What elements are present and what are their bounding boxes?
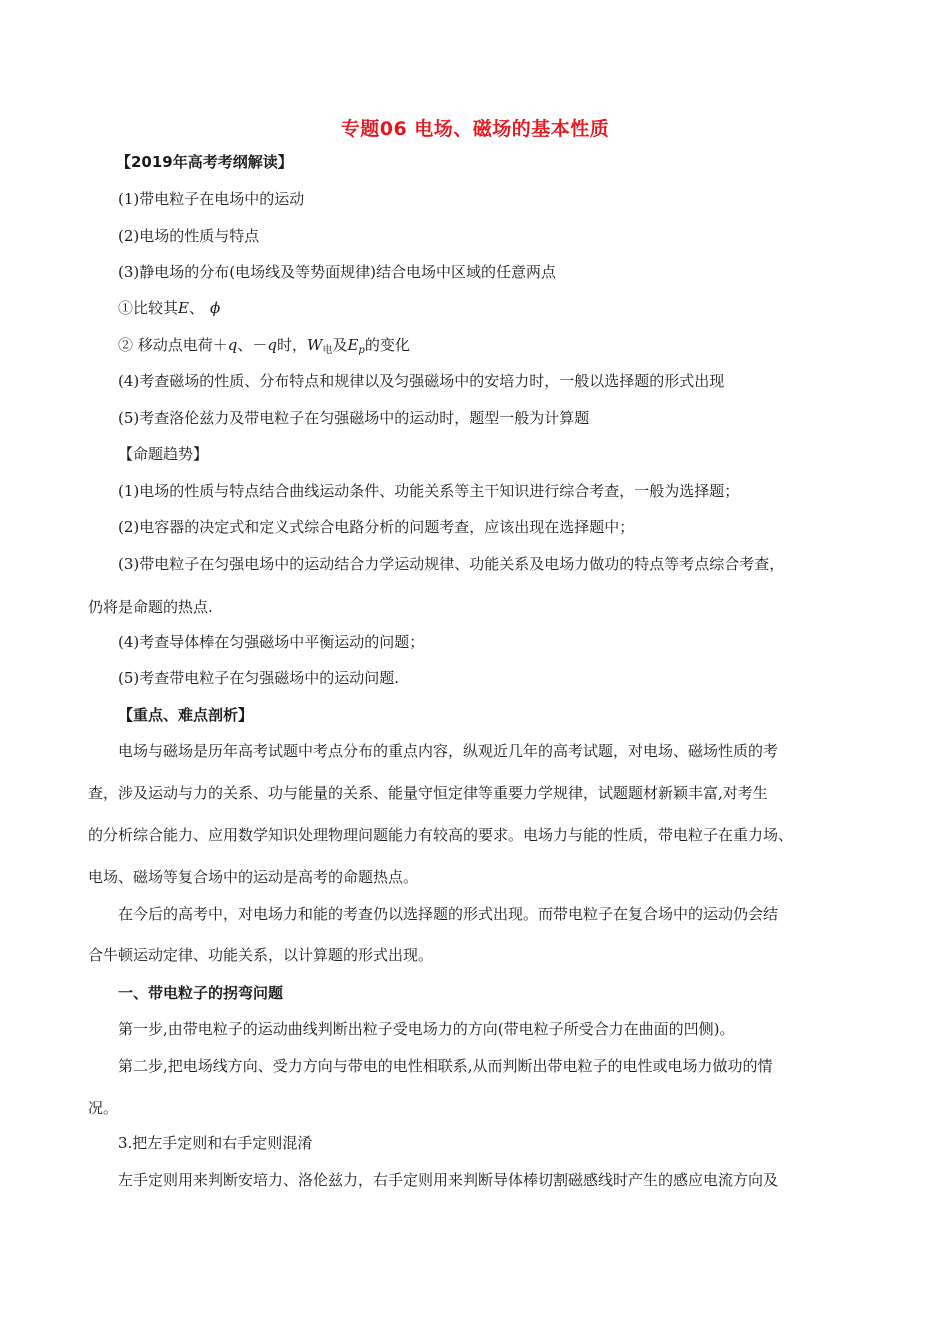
subitem-2-and: 及 (332, 336, 348, 354)
trend-line-3-cont: 仍将是命题的热点. (88, 598, 213, 616)
subitem-2-when: 时， (277, 336, 308, 354)
section-heading-analysis: 【重点、难点剖析】 (118, 706, 254, 724)
outline-subitem-2 (118, 335, 410, 361)
hand-rules-line-1: 左手定则用来判断安培力、洛伦兹力，右手定则用来判断导体棒切割磁感线时产生的感应电流方向及 (118, 1171, 779, 1189)
subitem-2-prefix: ② 移动点电荷＋ (118, 336, 228, 354)
symbol-phi: ϕ (209, 299, 221, 317)
curving-step-1: 第一步,由带电粒子的运动曲线判断出粒子受电场力的方向(带电粒子所受合力在曲面的凹侧)。 (118, 1020, 735, 1038)
outline-item-3: (3)静电场的分布(电场线及等势面规律)结合电场中区域的任意两点 (118, 263, 556, 281)
section-heading-hand-rules: 3.把左手定则和右手定则混淆 (118, 1134, 313, 1152)
analysis-para-1-line-1: 电场与磁场是历年高考试题中考点分布的重点内容，纵观近几年的高考试题，对电场、磁场性质的考 (118, 742, 779, 760)
section-heading-outline: 【2019年高考考纲解读】 (116, 153, 293, 171)
analysis-para-1-line-3: 的分析综合能力、应用数学知识处理物理问题能力有较高的要求。电场力与能的性质，带电粒子在重力场、 (88, 826, 794, 844)
symbol-q-positive: q (227, 336, 238, 354)
section-heading-trend: 【命题趋势】 (118, 445, 209, 463)
outline-item-4: (4)考查磁场的性质、分布特点和规律以及匀强磁场中的安培力时，一般以选择题的形式出现 (118, 372, 725, 390)
section-heading-curving: 一、带电粒子的拐弯问题 (118, 984, 284, 1002)
subitem-2-mid: 、－ (237, 336, 268, 354)
analysis-para-2-line-1: 在今后的高考中，对电场力和能的考查仍以选择题的形式出现。而带电粒子在复合场中的运动仍会结 (118, 905, 779, 923)
subitem-1-sep: 、 (188, 299, 204, 317)
trend-line-1: (1)电场的性质与特点结合曲线运动条件、功能关系等主干知识进行综合考查，一般为选择题； (118, 482, 740, 500)
symbol-ep: E (347, 336, 359, 354)
symbol-w: W (307, 336, 323, 354)
trend-line-3: (3)带电粒子在匀强电场中的运动结合力学运动规律、功能关系及电场力做功的特点等考点综合考查， (118, 555, 785, 573)
analysis-para-1-line-2: 查，涉及运动与力的关系、功与能量的关系、能量守恒定律等重要力学规律，试题题材新颖丰富,对考生 (88, 784, 768, 802)
symbol-w-subscript: 电 (322, 345, 333, 356)
outline-item-5: (5)考查洛伦兹力及带电粒子在匀强磁场中的运动时，题型一般为计算题 (118, 409, 590, 427)
outline-subitem-1 (118, 298, 220, 318)
subitem-1-prefix: ①比较其 (118, 299, 179, 317)
analysis-para-1-line-4: 电场、磁场等复合场中的运动是高考的命题热点。 (88, 868, 419, 886)
symbol-e: E (178, 299, 189, 317)
page-title: 专题06 电场、磁场的基本性质 (340, 118, 610, 140)
curving-step-2: 第二步,把电场线方向、受力方向与带电的电性相联系,从而判断出带电粒子的电性或电场力做功的情 (118, 1057, 773, 1075)
analysis-para-2-line-2: 合牛顿运动定律、功能关系，以计算题的形式出现。 (88, 946, 434, 964)
symbol-q-negative: q (267, 336, 278, 354)
outline-item-2: (2)电场的性质与特点 (118, 227, 260, 245)
subitem-2-suffix: 的变化 (364, 336, 410, 354)
trend-line-4: (4)考查导体棒在匀强磁场中平衡运动的问题； (118, 633, 425, 651)
curving-step-2-cont: 况。 (88, 1099, 119, 1117)
symbol-ep-subscript: p (358, 345, 365, 356)
trend-line-5: (5)考查带电粒子在匀强磁场中的运动问题. (118, 669, 400, 687)
trend-line-2: (2)电容器的决定式和定义式综合电路分析的问题考查，应该出现在选择题中； (118, 518, 635, 536)
outline-item-1: (1)带电粒子在电场中的运动 (118, 190, 305, 208)
